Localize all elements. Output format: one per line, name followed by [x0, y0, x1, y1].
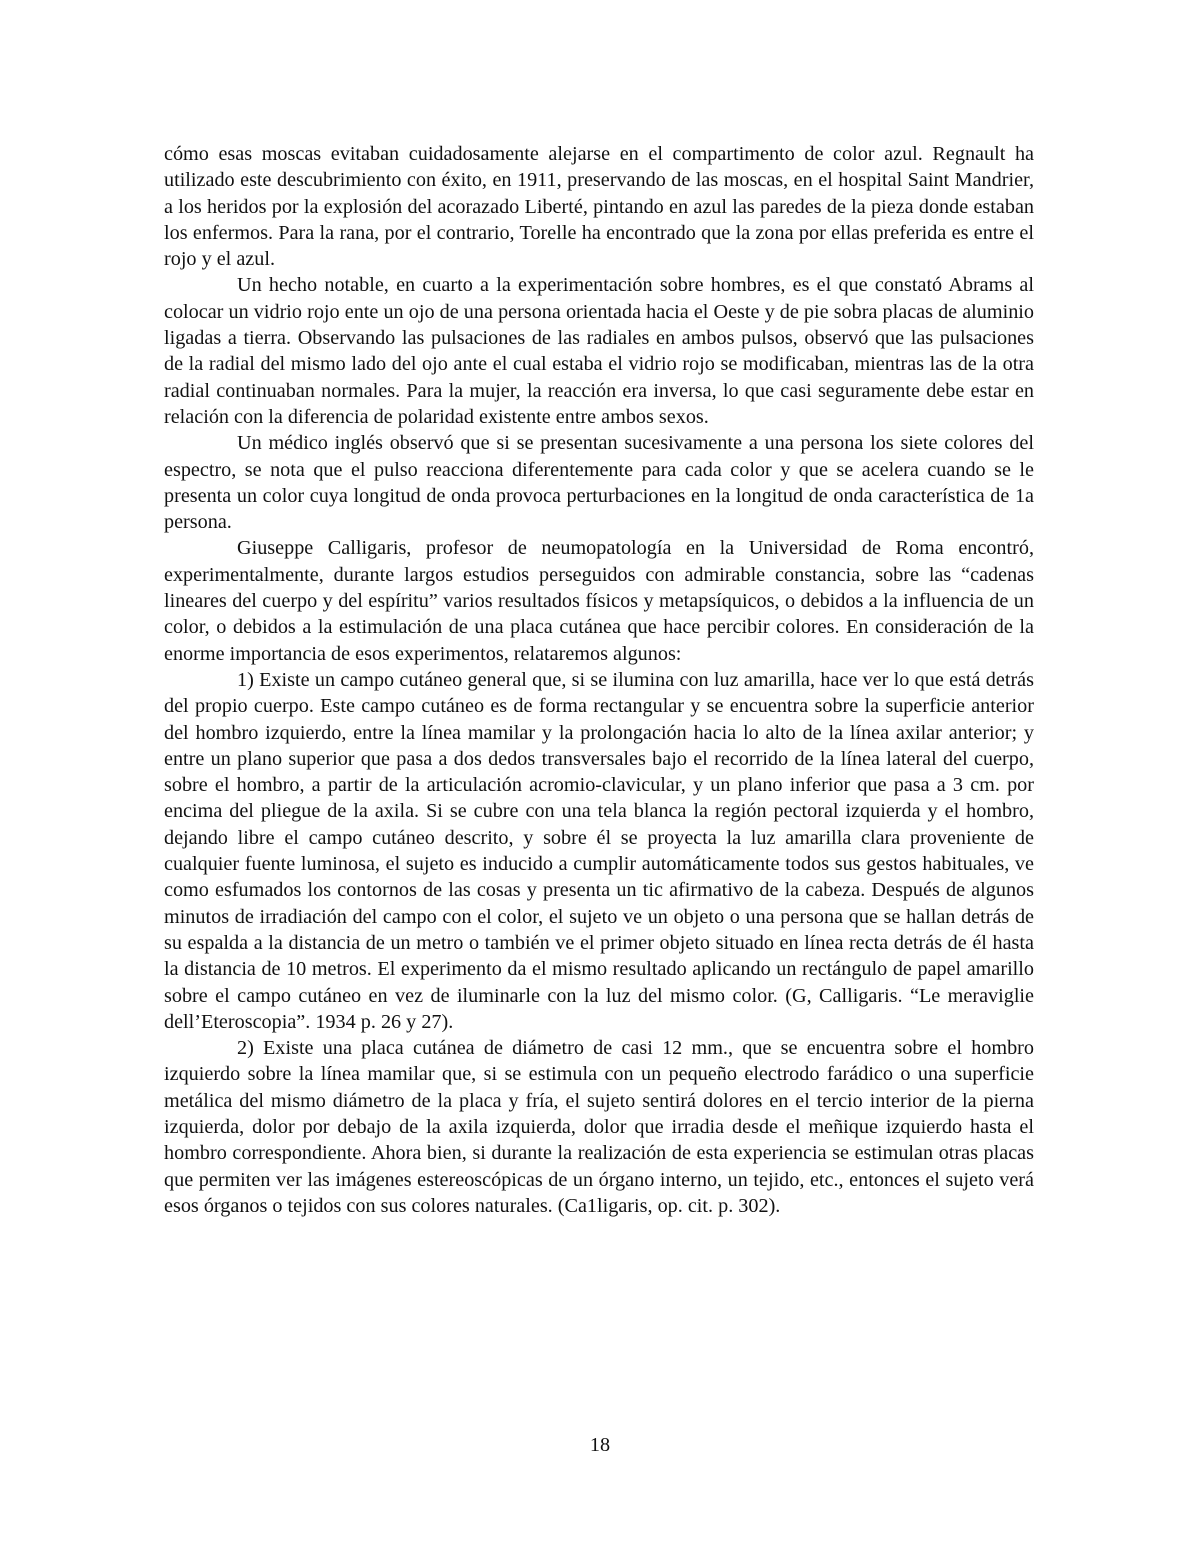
- paragraph-5: 1) Existe un campo cutáneo general que, si se ilumina con luz amarilla, hace ver lo que está detrás del propio cuerpo. Este campo cutáneo es de forma rectangular y se encuentra sobre la superficie anterior del hombro izquierdo, entre la línea mamilar y la prolongación hacia lo alto de la línea axilar anterior; y entre un plano superior que pasa a dos dedos transversales bajo el recorrido de la línea lateral del cuerpo, sobre el hombro, a partir de la articulación acromio-clavicular, y un plano inferior que pasa a 3 cm. por encima del pliegue de la axila. Si se cubre con una tela blanca la región pectoral izquierda y el hombro, dejando libre el campo cutáneo descrito, y sobre él se proyecta la luz amarilla clara proveniente de cualquier fuente luminosa, el sujeto es inducido a cumplir automáticamente todos sus gestos habituales, ve como esfumados los contornos de las cosas y presenta un tic afirmativo de la cabeza. Después de algunos minutos de irradiación del campo con el color, el sujeto ve un objeto o una persona que se hallan detrás de su espalda a la distancia de un metro o también ve el primer objeto situado en línea recta detrás de él hasta la distancia de 10 metros. El experimento da el mismo resultado aplicando un rectángulo de papel amarillo sobre el campo cutáneo en vez de iluminarle con la luz del mismo color. (G, Calligaris. “Le meraviglie dell’Eteroscopia”. 1934 p. 26 y 27).: [164, 668, 1034, 1033]
- paragraph-2: Un hecho notable, en cuarto a la experimentación sobre hombres, es el que constató Abrams al colocar un vidrio rojo ente un ojo de una persona orientada hacia el Oeste y de pie sobra placas de aluminio ligadas a tierra. Observando las pulsaciones de las radiales en ambos pulsos, observó que las pulsaciones de la radial del mismo lado del ojo ante el cual estaba el vidrio rojo se modificaban, mientras las de la otra radial continuaban normales. Para la mujer, la reacción era inversa, lo que casi seguramente debe estar en relación con la diferencia de polaridad existente entre ambos sexos.: [164, 274, 1034, 428]
- page-number: 18: [589, 1434, 611, 1456]
- paragraph-4: Giuseppe Calligaris, profesor de neumopatología en la Universidad de Roma encontró, experimentalmente, durante largos estudios perseguidos con admirable constancia, sobre las “cadenas lineares del cuerpo y del espíritu” varios resultados físicos y metapsíquicos, o debidos a la influencia de un color, o debidos a la estimulación de una placa cutánea que hace percibir colores. En consideración de la enorme importancia de esos experimentos, relataremos algunos:: [164, 537, 1034, 665]
- paragraph-1: cómo esas moscas evitaban cuidadosamente alejarse en el compartimento de color azul. Regnault ha utilizado este descubrimiento con éxito, en 1911, preservando de las moscas, en el hospital Saint Mandrier, a los heridos por la explosión del acorazado Liberté, pintando en azul las paredes de la pieza donde estaban los enfermos. Para la rana, por el contrario, Torelle ha encontrado que la zona por ellas preferida es entre el rojo y el azul.: [164, 143, 1034, 271]
- document-body: [164, 141, 1034, 1219]
- paragraph-3: Un médico inglés observó que si se presentan sucesivamente a una persona los siete colores del espectro, se nota que el pulso reacciona diferentemente para cada color y que se acelera cuando se le presenta un color cuya longitud de onda provoca perturbaciones en la longitud de onda característica de 1a persona.: [164, 432, 1034, 534]
- paragraph-6: 2) Existe una placa cutánea de diámetro de casi 12 mm., que se encuentra sobre el hombro izquierdo sobre la línea mamilar que, si se estimula con un pequeño electrodo farádico o una superficie metálica del mismo diámetro de la placa y fría, el sujeto sentirá dolores en el tercio interior de la pierna izquierda, dolor por debajo de la axila izquierda, dolor que irradia desde el meñique izquierdo hasta el hombro correspondiente. Ahora bien, si durante la realización de esta experiencia se estimulan otras placas que permiten ver las imágenes estereoscópicas de un órgano interno, un tejido, etc., entonces el sujeto verá esos órganos o tejidos con sus colores naturales. (Ca1ligaris, op. cit. p. 302).: [164, 1037, 1034, 1217]
